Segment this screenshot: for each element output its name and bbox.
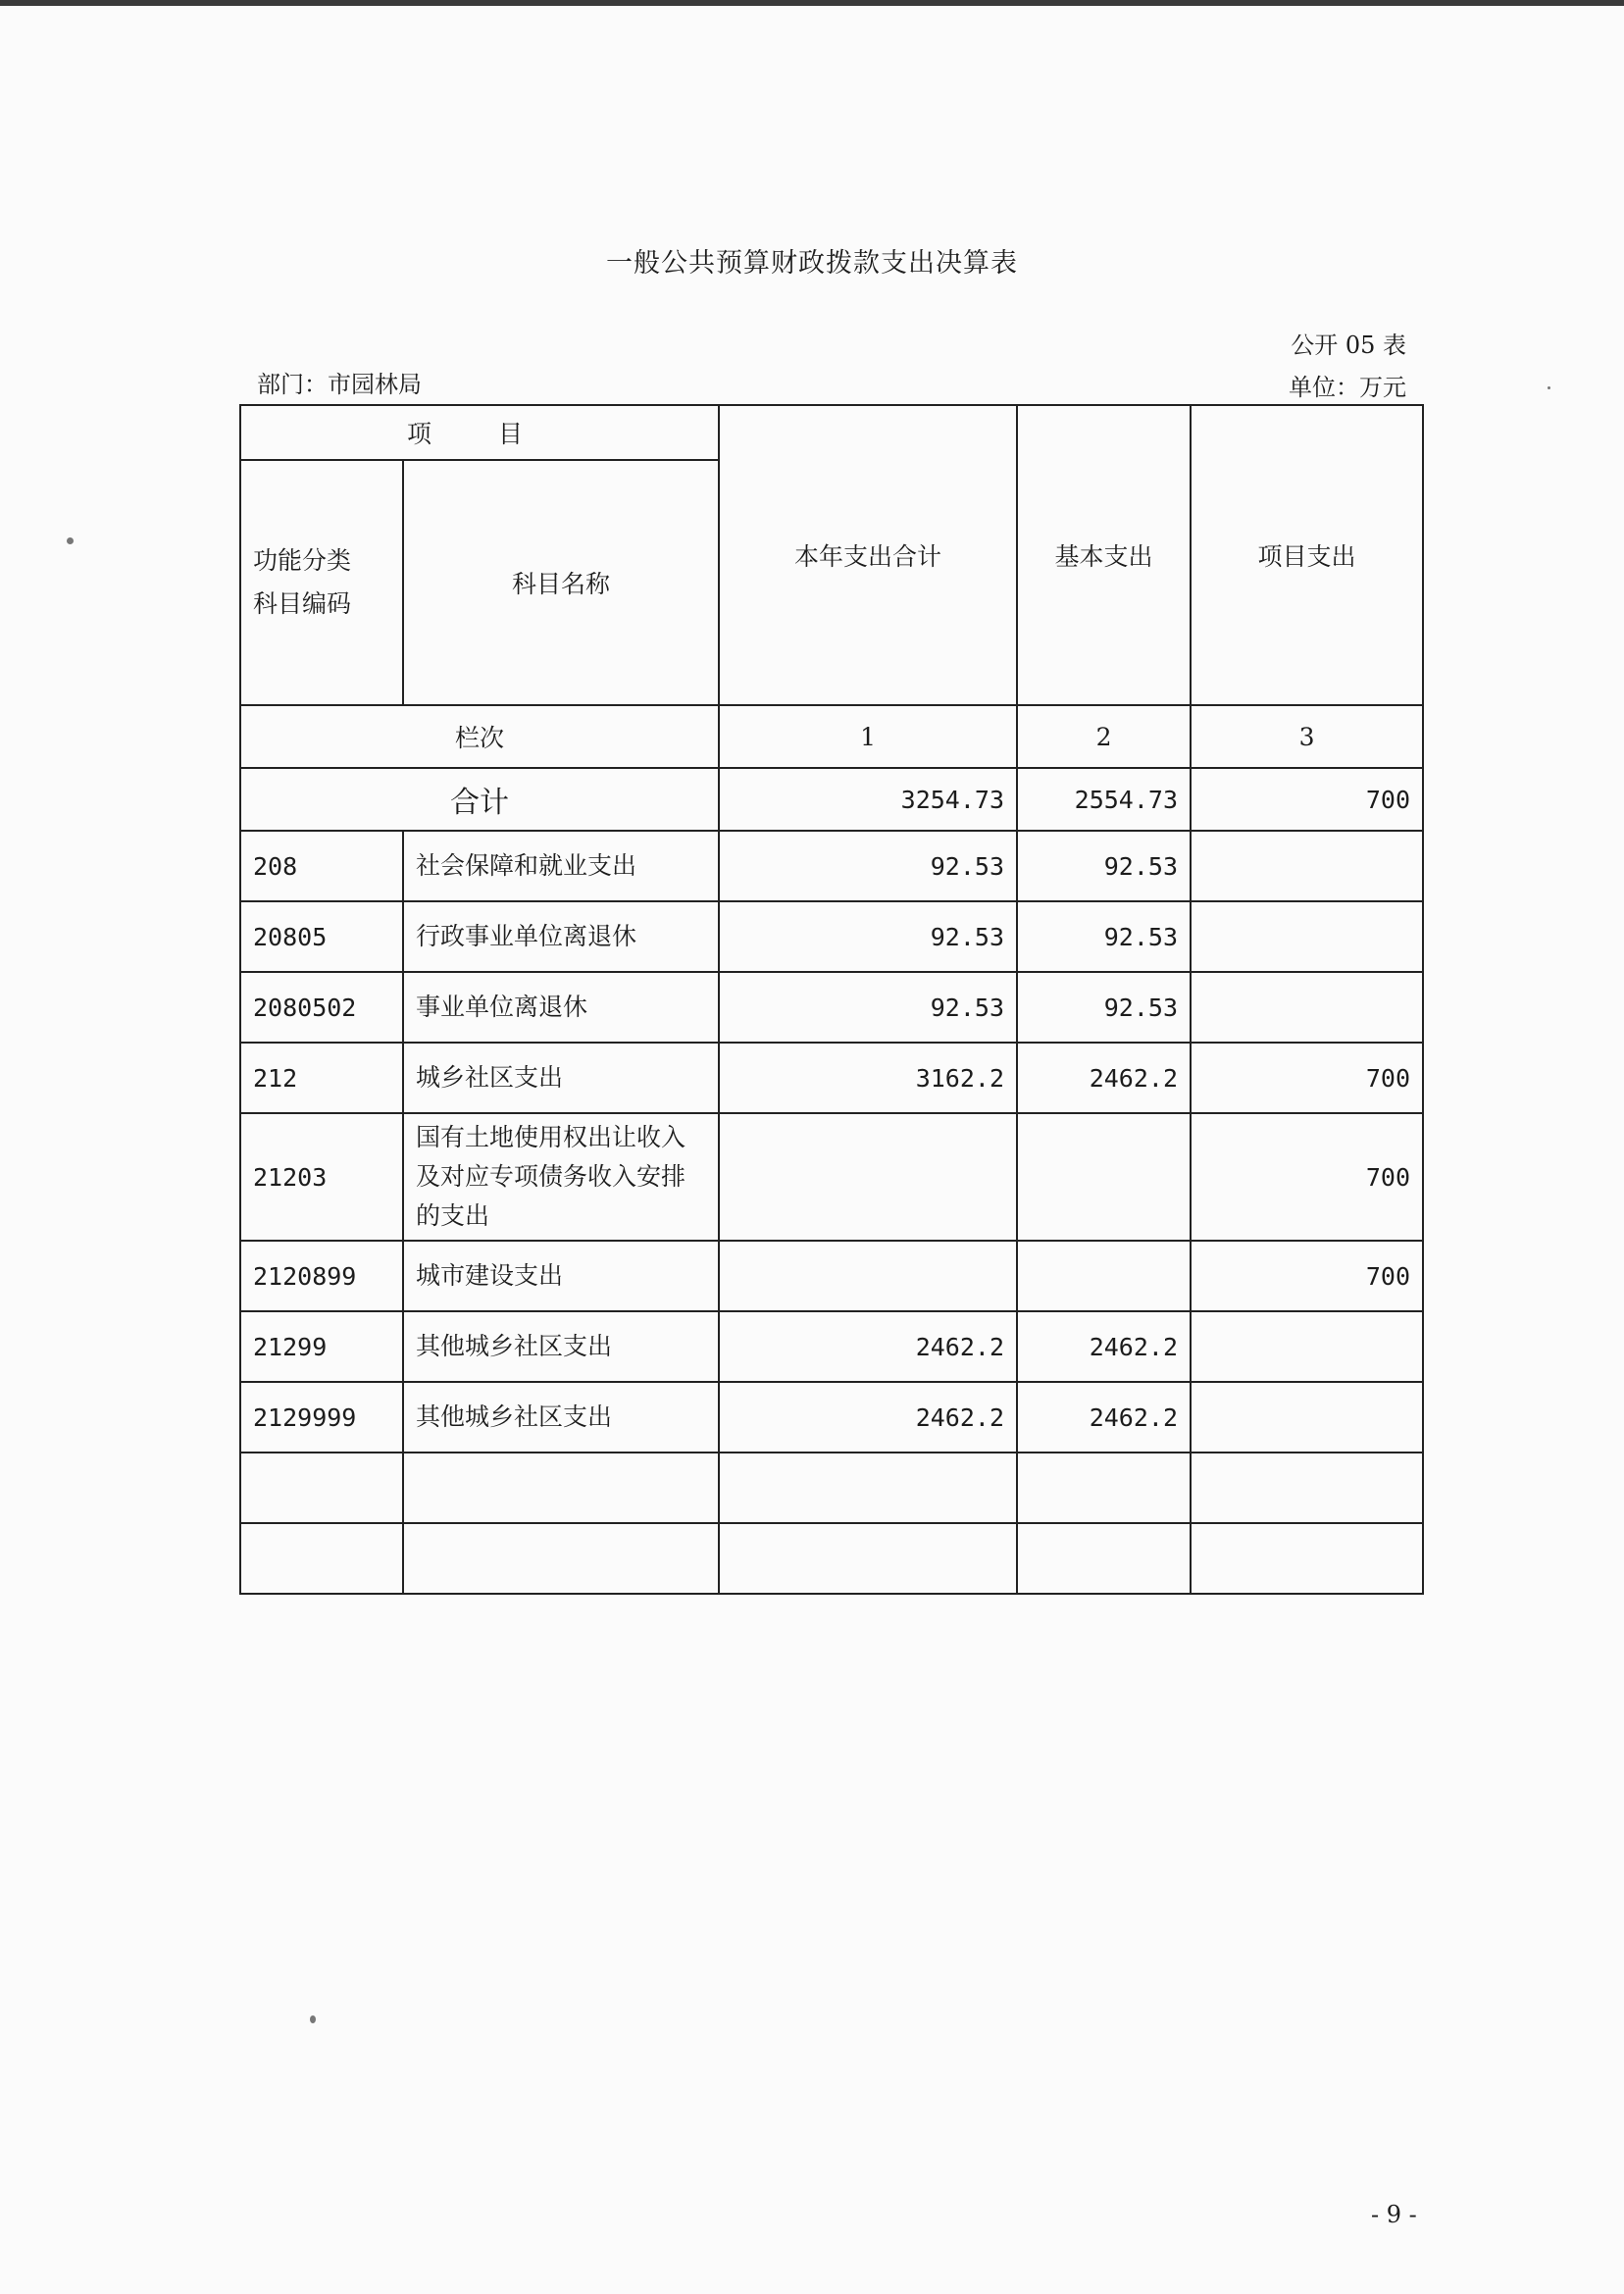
row-code (240, 1523, 403, 1594)
row-basic (1017, 1241, 1191, 1311)
row-name: 城乡社区支出 (403, 1043, 719, 1113)
row-name: 国有土地使用权出让收入及对应专项债务收入安排的支出 (403, 1113, 719, 1241)
table-row (240, 1382, 1423, 1453)
row-project (1191, 1311, 1423, 1382)
row-total: 3162.2 (719, 1043, 1017, 1113)
expenditure-table (239, 404, 1424, 1595)
total-project: 700 (1191, 768, 1423, 831)
column-index-label: 栏次 (240, 705, 719, 768)
row-name: 其他城乡社区支出 (403, 1382, 719, 1453)
header-item-group: 项 目 (240, 405, 719, 460)
row-total: 92.53 (719, 831, 1017, 901)
page-number: - 9 - (1371, 2201, 1417, 2228)
column-index-2: 2 (1017, 705, 1191, 768)
row-code: 2129999 (240, 1382, 403, 1453)
row-project (1191, 901, 1423, 972)
header-name: 科目名称 (403, 460, 719, 705)
total-row (240, 768, 1423, 831)
department-label: 部门：市园林局 (257, 371, 422, 398)
row-name: 社会保障和就业支出 (403, 831, 719, 901)
table-row-empty (240, 1453, 1423, 1523)
table-row (240, 1043, 1423, 1113)
column-index-row (240, 705, 1423, 768)
row-code: 212 (240, 1043, 403, 1113)
row-total (719, 1241, 1017, 1311)
header-basic: 基本支出 (1017, 405, 1191, 705)
row-project (1191, 1523, 1423, 1594)
row-project: 700 (1191, 1113, 1423, 1241)
column-index-3: 3 (1191, 705, 1423, 768)
row-code: 208 (240, 831, 403, 901)
total-label: 合计 (240, 768, 719, 831)
row-basic: 92.53 (1017, 972, 1191, 1043)
table-header (240, 405, 1423, 705)
row-code: 21203 (240, 1113, 403, 1241)
row-basic (1017, 1523, 1191, 1594)
form-number: 公开 05 表 (1291, 331, 1406, 359)
header-code-line2: 科目编码 (253, 589, 352, 618)
row-code: 2080502 (240, 972, 403, 1043)
row-code: 2120899 (240, 1241, 403, 1311)
table-row (240, 972, 1423, 1043)
scan-speck (1548, 386, 1550, 389)
row-basic (1017, 1453, 1191, 1523)
row-code: 21299 (240, 1311, 403, 1382)
total-basic: 2554.73 (1017, 768, 1191, 831)
row-name (403, 1523, 719, 1594)
row-basic: 2462.2 (1017, 1382, 1191, 1453)
row-project (1191, 1382, 1423, 1453)
row-total: 2462.2 (719, 1382, 1017, 1453)
table-row-empty (240, 1523, 1423, 1594)
row-project: 700 (1191, 1043, 1423, 1113)
table-row (240, 1113, 1423, 1241)
header-project: 项目支出 (1191, 405, 1423, 705)
header-total: 本年支出合计 (719, 405, 1017, 705)
scan-top-edge (0, 0, 1624, 6)
row-total: 92.53 (719, 901, 1017, 972)
row-basic: 92.53 (1017, 831, 1191, 901)
document-title: 一般公共预算财政拨款支出决算表 (606, 248, 1018, 279)
row-name (403, 1453, 719, 1523)
row-name: 其他城乡社区支出 (403, 1311, 719, 1382)
row-project: 700 (1191, 1241, 1423, 1311)
unit-label: 单位：万元 (1289, 374, 1406, 401)
table-row (240, 1311, 1423, 1382)
row-total (719, 1453, 1017, 1523)
row-basic: 92.53 (1017, 901, 1191, 972)
row-code (240, 1453, 403, 1523)
header-code (240, 460, 403, 705)
scan-speck (310, 2015, 316, 2023)
row-total: 2462.2 (719, 1311, 1017, 1382)
row-basic (1017, 1113, 1191, 1241)
row-project (1191, 831, 1423, 901)
row-total (719, 1113, 1017, 1241)
row-basic: 2462.2 (1017, 1043, 1191, 1113)
row-total (719, 1523, 1017, 1594)
row-total: 92.53 (719, 972, 1017, 1043)
row-code: 20805 (240, 901, 403, 972)
header-code-line1: 功能分类 (253, 546, 352, 575)
column-index-1: 1 (719, 705, 1017, 768)
table-row (240, 901, 1423, 972)
row-project (1191, 972, 1423, 1043)
row-name: 行政事业单位离退休 (403, 901, 719, 972)
row-basic: 2462.2 (1017, 1311, 1191, 1382)
table-row (240, 1241, 1423, 1311)
total-amount: 3254.73 (719, 768, 1017, 831)
row-name: 事业单位离退休 (403, 972, 719, 1043)
row-name: 城市建设支出 (403, 1241, 719, 1311)
row-project (1191, 1453, 1423, 1523)
table-row (240, 831, 1423, 901)
scan-speck (67, 537, 74, 544)
